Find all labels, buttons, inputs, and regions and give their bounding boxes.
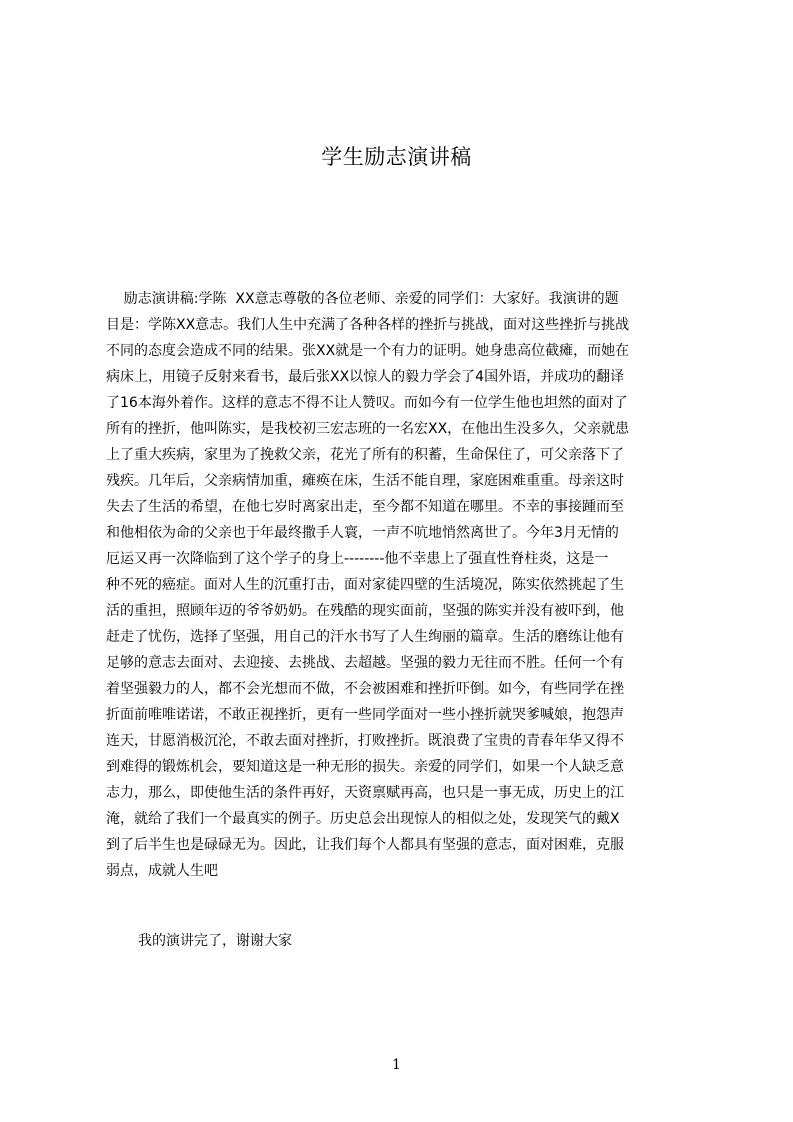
body-line: 折面前唯唯诺诺，不敢正视挫折，更有一些同学面对一些小挫折就哭爹喊娘，抱怨声 [106,707,624,723]
speech-body [106,286,699,886]
body-line: 赶走了忧伤，选择了坚强，用自己的汗水书写了人生绚丽的篇章。生活的磨练让他有 [106,629,624,645]
body-line: 所有的挫折，他叫陈实，是我校初三宏志班的一名宏XX，在他出生没多久，父亲就患 [106,421,630,437]
body-line: 励志演讲稿:学陈 XX意志尊敬的各位老师、亲爱的同学们：大家好。我演讲的题 [106,291,619,307]
body-line: 病床上，用镜子反射来看书，最后张XX以惊人的毅力学会了4国外语，并成功的翻译 [106,369,625,385]
body-line: 到难得的锻炼机会，要知道这是一种无形的损失。亲爱的同学们，如果一个人缺乏意 [106,759,624,775]
body-line: 种不死的癌症。面对人生的沉重打击，面对家徒四壁的生活境况，陈实依然挑起了生 [106,577,624,593]
body-line: 失去了生活的希望，在他七岁时离家出走，至今都不知道在哪里。不幸的事接踵而至 [106,499,624,515]
closing-remark: 我的演讲完了，谢谢大家 [138,933,292,949]
body-line: 足够的意志去面对、去迎接、去挑战、去超越。坚强的毅力无往而不胜。任何一个有 [106,655,624,671]
body-line: 和他相依为命的父亲也于年最终撒手人寰，一声不吭地悄然离世了。今年3月无情的 [106,525,619,541]
body-line: 志力，那么，即使他生活的条件再好，天资禀赋再高，也只是一事无成，历史上的江 [106,785,624,801]
body-line: 目是：学陈XX意志。我们人生中充满了各种各样的挫折与挑战，面对这些挫折与挑战 [106,317,630,333]
body-line: 上了重大疾病，家里为了挽救父亲，花光了所有的积蓄，生命保住了，可父亲落下了 [106,447,624,463]
body-line: 不同的态度会造成不同的结果。张XX就是一个有力的证明。她身患高位截瘫，而她在 [106,343,630,359]
body-line: 残疾。几年后，父亲病情加重，瘫痪在床，生活不能自理，家庭困难重重。母亲这时 [106,473,624,489]
body-line: 弱点，成就人生吧 [106,863,218,879]
body-line: 到了后半生也是碌碌无为。因此，让我们每个人都具有坚强的意志，面对困难，克服 [106,837,624,853]
document-title: 学生励志演讲稿 [321,145,472,169]
body-line: 着坚强毅力的人，都不会光想而不做，不会被困难和挫折吓倒。如今，有些同学在挫 [106,681,624,697]
page-number: 1 [392,1057,401,1073]
body-line: 了16本海外着作。这样的意志不得不让人赞叹。而如今有一位学生他也坦然的面对了 [106,395,628,411]
body-line: 淹，就给了我们一个最真实的例子。历史总会出现惊人的相似之处，发现笑气的戴X [106,811,620,827]
body-line: 连天，甘愿消极沉沦，不敢去面对挫折，打败挫折。既浪费了宝贵的青春年华又得不 [106,733,624,749]
body-line: 活的重担，照顾年迈的爷爷奶奶。在残酷的现实面前，坚强的陈实并没有被吓到，他 [106,603,624,619]
body-line: 厄运又再一次降临到了这个学子的身上--------他不幸患上了强直性脊柱炎，这是一 [106,551,609,567]
